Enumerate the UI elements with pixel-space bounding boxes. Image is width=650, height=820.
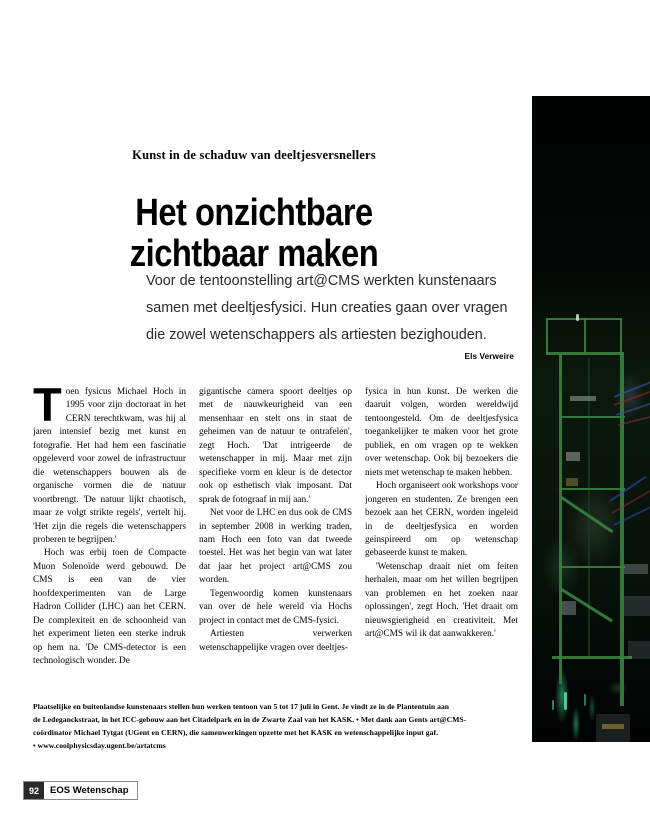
paragraph: fysica in hun kunst. De werken die daaruit volgen, worden wereldwijd tentoongesteld. Om de deeltjesfysica toegankelijker te maken voor het grote publiek, en om vragen op te wekken over wetenschap. Ook bij bezoekers die niets met wetenschap te maken hebben. [365, 387, 518, 478]
photo-scaffold-beam [559, 488, 625, 490]
cms-detector-photo [532, 96, 650, 742]
paragraph-text: oen fysicus Michael Hoch in 1995 voor zijn doctoraat in het CERN terechtkwam, was hij al jaren intensief bezig met kunst en fotografie. Het had hem een fascinatie opgeleverd voor zowel de infrastructuur die wetenschappers bouwen als de organische vormen die de natuur voortbrengt. 'De natuur lijkt chaotisch, maar ze volgt strikte regels', vertelt hij. 'Het zijn die regels die wetenschappers proberen te begrijpen.' [33, 387, 186, 545]
drop-cap: T [33, 386, 62, 431]
caption-line-4-url: • www.coolphysicsday.ugent.be/artatcms [33, 741, 166, 750]
photo-scaffold-beam [584, 318, 586, 354]
photo-scaffold-beam [559, 416, 625, 418]
photo-scaffold-beam [552, 656, 632, 659]
page-footer [23, 781, 138, 800]
exhibition-info-caption [33, 700, 605, 752]
article-column-3 [365, 386, 518, 678]
paragraph: Hoch was erbij toen de Compacte Muon Solenoïde werd gebouwd. De CMS is een van de vier hoofdexperimenten van de Large Hadron Collider (LHC) aan het CERN. De complexiteit en de schoonheid van het experiment lieten een sterke indruk op hem na. 'De CMS-detector is een technologisch wonder. De [33, 548, 186, 667]
article-columns [33, 386, 519, 678]
photo-scaffold-beam [559, 566, 625, 568]
paragraph: Tegenwoordig komen kunstenaars van over de hele wereld via Hochs project in contact met de CMS-fysici. [199, 588, 352, 626]
photo-panel [624, 596, 650, 616]
paragraph: Hoch organiseert ook workshops voor jongeren en studenten. Ze brengen een bezoek aan het CERN, worden ingeleid in de deeltjesfysica en worden geïnspireerd om op wetenschap gebaseerde kunst te maken. [365, 481, 518, 559]
article-byline: Els Verweire [464, 352, 514, 361]
article-column-1 [33, 386, 186, 678]
paragraph: 'Wetenschap draait niet om feiten herhalen, maar om het willen begrijpen van problemen en het zoeken naar oplossingen', zegt Hoch. 'Het draait om nieuwsgierigheid en creativiteit. Met art@CMS wil ik dat aanwakkeren.' [365, 561, 518, 640]
photo-scaffold-beam [559, 354, 562, 684]
photo-panel [628, 641, 650, 659]
photo-indicator [602, 724, 624, 729]
photo-panel [566, 452, 580, 461]
photo-scaffold-beam [546, 318, 548, 354]
article-kicker: Kunst in de schaduw van deeltjesversnellers [132, 148, 376, 162]
photo-panel [624, 564, 648, 574]
photo-panel [570, 396, 596, 401]
paragraph: Net voor de LHC en dus ook de CMS in september 2008 in werking traden, nam Hoch een foto van dat tweede toestel. Het was het begin van wat later dat jaar het project art@CMS zou worden. [199, 508, 352, 586]
photo-scaffold-beam [588, 358, 590, 658]
photo-panel [562, 601, 576, 615]
caption-line-2: de Ledeganckstraat, in het ICC-gebouw aan het Citadelpark en in de Zwarte Zaal van het KASK. • Met dank aan Gents art@CMS- [33, 715, 467, 724]
photo-scaffold-beam [546, 352, 624, 355]
article-standfirst: Voor de tentoonstelling art@CMS werkten kunstenaars samen met deeltjesfysici. Hun creaties gaan over vragen die zowel wetenschappers als artiesten bezighouden. [146, 273, 508, 343]
headline-line-2: zichtbaar maken [129, 233, 379, 276]
headline-line-1: Het onzichtbare [135, 192, 373, 235]
photo-panel [566, 478, 578, 486]
publication-name: EOS Wetenschap [44, 782, 137, 799]
caption-line-3: coördinator Michael Tytgat (UGent en CERN), die samenwerkingen opzette met het KASK en wetenschappelijke input gaf. [33, 728, 439, 737]
paragraph [33, 386, 186, 547]
page-number: 92 [24, 782, 44, 799]
photo-highlight [576, 314, 579, 321]
article-column-2 [199, 386, 352, 678]
photo-scaffold-beam [620, 354, 624, 706]
photo-scaffold-beam [620, 318, 622, 354]
page-title [36, 193, 473, 275]
paragraph: Artiesten verwerken wetenschappelijke vragen over deeltjes- [199, 629, 352, 653]
paragraph: gigantische camera spoort deeltjes op met de nauwkeurigheid van een mensenhaar en stelt ons in staat de geheimen van de natuur te ontrafelen', zegt Hoch. 'Dat intrigeerde de wetenschapper in mij. Maar met zijn specifieke vorm en kleur is de detector ook op esthetisch vlak imposant. Dat sprak de fotograaf in mij aan.' [199, 387, 352, 505]
caption-line-1: Plaatselijke en buitenlandse kunstenaars stellen hun werken tentoon van 5 tot 17 juli in Gent. Je vindt ze in de Plantentuin aan [33, 702, 450, 711]
